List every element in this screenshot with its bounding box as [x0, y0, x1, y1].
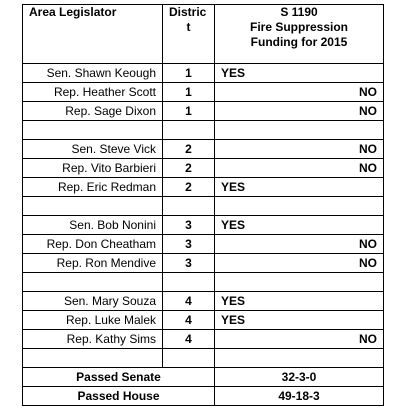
legislator-name: Rep. Vito Barbieri	[23, 159, 163, 178]
header-bill-title-line1: Fire Suppression	[249, 20, 349, 34]
table-row	[23, 159, 384, 178]
spacer-row	[23, 349, 384, 368]
legislator-name: Rep. Heather Scott	[23, 83, 163, 102]
vote-cell: NO	[215, 140, 384, 159]
table-row	[23, 292, 384, 311]
legislator-name: Rep. Kathy Sims	[23, 330, 163, 349]
vote-cell: YES	[215, 178, 384, 197]
header-district-line2: t	[186, 20, 191, 34]
vote-cell: NO	[215, 254, 384, 273]
legislator-name: Rep. Luke Malek	[23, 311, 163, 330]
legislator-name: Sen. Steve Vick	[23, 140, 163, 159]
district-number: 4	[163, 330, 215, 349]
vote-cell: YES	[215, 311, 384, 330]
district-number: 2	[163, 178, 215, 197]
vote-cell: NO	[215, 159, 384, 178]
header-bill-title-line2: Funding for 2015	[250, 35, 348, 49]
vote-cell: NO	[215, 330, 384, 349]
table-row	[23, 102, 384, 121]
vote-cell: YES	[215, 64, 384, 83]
legislator-name: Sen. Mary Souza	[23, 292, 163, 311]
spacer-row	[23, 197, 384, 216]
legislator-name: Rep. Sage Dixon	[23, 102, 163, 121]
spacer-cell-vote	[215, 273, 384, 292]
legislator-name: Rep. Don Cheatham	[23, 235, 163, 254]
district-number: 4	[163, 311, 215, 330]
spacer-cell-district	[163, 349, 215, 368]
vote-cell: NO	[215, 102, 384, 121]
legislator-name: Sen. Shawn Keough	[23, 64, 163, 83]
spacer-cell-vote	[215, 121, 384, 140]
header-bill	[215, 5, 384, 64]
district-number: 3	[163, 235, 215, 254]
legislator-name: Rep. Eric Redman	[23, 178, 163, 197]
district-number: 3	[163, 254, 215, 273]
spacer-cell-name	[23, 273, 163, 292]
district-number: 1	[163, 83, 215, 102]
header-bill-number: S 1190	[280, 5, 318, 19]
district-number: 2	[163, 159, 215, 178]
spacer-cell-district	[163, 197, 215, 216]
vote-cell: YES	[215, 216, 384, 235]
table-body	[23, 64, 384, 406]
table-row	[23, 330, 384, 349]
table-row	[23, 178, 384, 197]
header-district	[163, 5, 215, 64]
spacer-cell-name	[23, 197, 163, 216]
summary-row	[23, 387, 384, 406]
district-number: 2	[163, 140, 215, 159]
summary-value: 32-3-0	[215, 368, 384, 387]
vote-cell: NO	[215, 83, 384, 102]
spacer-cell-vote	[215, 349, 384, 368]
summary-label: Passed Senate	[23, 368, 215, 387]
summary-label: Passed House	[23, 387, 215, 406]
spacer-cell-name	[23, 349, 163, 368]
summary-row	[23, 368, 384, 387]
spacer-cell-district	[163, 121, 215, 140]
header-district-line1: Distric	[169, 5, 207, 19]
district-number: 3	[163, 216, 215, 235]
table-header	[23, 5, 384, 64]
header-area-legislator: Area Legislator	[23, 5, 163, 64]
spacer-row	[23, 273, 384, 292]
vote-cell: NO	[215, 235, 384, 254]
table-row	[23, 216, 384, 235]
spacer-cell-name	[23, 121, 163, 140]
spacer-row	[23, 121, 384, 140]
vote-table	[22, 4, 384, 406]
table-row	[23, 64, 384, 83]
district-number: 4	[163, 292, 215, 311]
district-number: 1	[163, 64, 215, 83]
table-row	[23, 254, 384, 273]
vote-cell: YES	[215, 292, 384, 311]
legislator-name: Rep. Ron Mendive	[23, 254, 163, 273]
spacer-cell-district	[163, 273, 215, 292]
district-number: 1	[163, 102, 215, 121]
table-row	[23, 83, 384, 102]
table-row	[23, 235, 384, 254]
table-row	[23, 140, 384, 159]
summary-value: 49-18-3	[215, 387, 384, 406]
header-row	[23, 5, 384, 64]
spacer-cell-vote	[215, 197, 384, 216]
legislator-name: Sen. Bob Nonini	[23, 216, 163, 235]
table-row	[23, 311, 384, 330]
